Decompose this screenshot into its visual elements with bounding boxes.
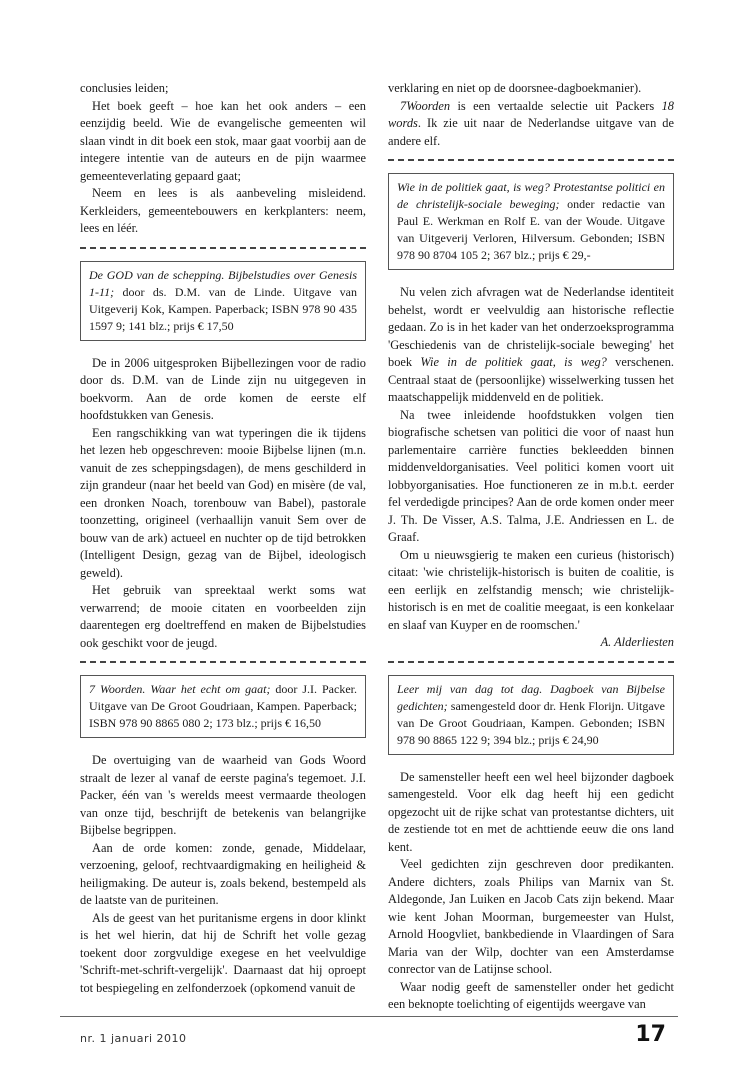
- page-number: 17: [635, 1022, 666, 1047]
- paragraph: Waar nodig geeft de samensteller onder het gedicht een beknopte toelichting of eigentijds weergave van: [388, 979, 674, 1011]
- paragraph: De in 2006 uitgesproken Bijbellezingen voor de radio door ds. D.M. van de Linde zijn nu uitgegeven in boekvorm. Aan de orde komen de eerste elf hoofdstukken van Genesis.: [80, 355, 366, 422]
- paragraph: verklaring en niet op de doorsnee-dagboekmanier).: [388, 81, 642, 95]
- dashed-divider: [80, 661, 366, 663]
- left-column: [80, 80, 366, 997]
- book-info-box: [388, 173, 674, 270]
- book-details: door ds. D.M. van de Linde. Uitgave van Uitgeverij Kok, Kampen. Paperback; ISBN 978 90 435 1597 9; 141 blz.; prijs € 17,50: [89, 284, 357, 333]
- book-info-box: [80, 261, 366, 341]
- text-span: verschenen. Centraal staat de (persoonlijke) wisselwerking tussen het maatschappelijk middenveld en de politiek.: [388, 355, 675, 404]
- inline-title: Wie in de politiek gaat, is weg?: [420, 355, 607, 369]
- paragraph: conclusies leiden;: [80, 81, 169, 95]
- inline-title: 7Woorden: [400, 98, 451, 113]
- book-details: door J.I. Packer. Uitgave van De Groot Goudriaan, Kampen. Paperback; ISBN 978 90 8865 080 2; 173 blz.; prijs € 16,50: [89, 682, 357, 730]
- text-span: Nu velen zich afvragen wat de Nederlandse identiteit behelst, wordt er veelvuldig aan historische reflectie gedaan. Zo is in het kader van het onderzoeksprogramma 'Geschiedenis van de christelijk-sociale beweging' het boek: [388, 285, 674, 369]
- paragraph: Het gebruik van spreektaal werkt soms wat verwarrend; de mooie citaten en voorbeelden zijn daarentegen erg doeltreffend en maken de Bijbelstudies ook geschikt voor de jeugd.: [80, 583, 366, 650]
- paragraph: Het boek geeft – hoe kan het ook anders – een eenzijdig beeld. Wie de evangelische gemeenten wil slaan vindt in dit boek een stok, maar gaat voorbij aan de integere intentie van de auteurs en de pijn waarmee gemeenteverlating gepaard gaat;: [80, 98, 366, 183]
- author-signature: A. Alderliesten: [600, 635, 674, 649]
- paragraph: Als de geest van het puritanisme ergens in door klinkt is het wel hierin, dat hij de Schrift het volle gezag toekent door zorgvuldige exegese en het veelvuldige 'Schrift-met-schrift-vergelijk'. Daarnaast dat hij oproept tot bespiegeling en zelfonderzoek (opkomend vanuit de: [80, 910, 366, 995]
- dashed-divider: [80, 247, 366, 249]
- paragraph: Aan de orde komen: zonde, genade, Middelaar, verzoening, geloof, rechtvaardigmaking en heiligheid & heiligmaking. De auteur is, zoals bekend, bestempeld als de laatste van de puriteinen.: [80, 840, 366, 907]
- right-column: [388, 80, 674, 1014]
- book-title: Wie in de politiek gaat, is weg? Protestantse politici en de christelijk-sociale beweging;: [397, 180, 665, 211]
- paragraph: Neem en lees is als aanbeveling misleidend. Kerkleiders, gemeentebouwers en kerkplanters: neem, lees en léér.: [80, 186, 366, 235]
- book-details: onder redactie van Paul E. Werkman en Rolf E. van der Woude. Uitgave van Uitgeverij Verloren, Hilversum. Gebonden; ISBN 978 90 8704 105 2; 367 blz.; prijs € 29,-: [397, 197, 665, 262]
- paragraph: [388, 98, 674, 151]
- inline-title: 18 words: [388, 98, 674, 130]
- book-info-box: [388, 675, 674, 755]
- book-details: samengesteld door dr. Henk Florijn. Uitgave van De Groot Goudriaan, Kampen. Gebonden; ISBN 978 90 8865 122 9; 394 blz.; prijs € 24,90: [397, 698, 665, 747]
- paragraph: [388, 284, 674, 407]
- paragraph: Een rangschikking van wat typeringen die ik tijdens het lezen heb opgeschreven: mooie Bijbelse lijnen (m.n. vanuit de zes scheppingsdagen), de mens geschilderd in zijn grandeur (naar het beeld van God) en misère (de val, een dronken Noach, torenbouw van Babel), pastorale toonzetting, origineel (verhaallijn vanuit Sem over de bouw van de ark) actueel en nuchter op de tijd betrokken (Intelligent Design, gezag van de Bijbel, ideologisch geweld).: [80, 425, 366, 580]
- book-title: Leer mij van dag tot dag. Dagboek van Bijbelse gedichten;: [397, 681, 665, 713]
- book-title: 7 Woorden. Waar het echt om gaat;: [89, 682, 271, 696]
- issue-label: nr. 1 januari 2010: [80, 1032, 187, 1045]
- text-span: is een vertaalde selectie uit Packers: [450, 98, 662, 113]
- paragraph: De samensteller heeft een wel heel bijzonder dagboek samengesteld. Voor elk dag heeft hij een gedicht opgezocht uit de rijke schat van protestantse dichters, uit de zestiende tot en met de achttiende eeuw die ons land kent.: [388, 769, 674, 854]
- paragraph: Veel gedichten zijn geschreven door predikanten. Andere dichters, zoals Philips van Marnix van St. Aldegonde, Jan Luiken en Jacob Cats zijn bekend. Maar wie kent Johan Moorman, burgemeester van Hulst, Arnold Hoogvliet, bankbediende in Vlaardingen of Sara Maria van der Wilp, dochter van een Amsterdamse conrector van de Latijnse school.: [388, 857, 674, 976]
- book-info-box: [80, 675, 366, 738]
- paragraph: De overtuiging van de waarheid van Gods Woord straalt de lezer al vanaf de eerste pagina's tegemoet. J.I. Packer, één van 's werelds meest vermaarde theologen van onze tijd, beschrijft de betekenis van belangrijke Bijbelse begrippen.: [80, 753, 366, 837]
- book-title: De GOD van de schepping. Bijbelstudies over Genesis 1-11;: [89, 267, 357, 299]
- paragraph: Na twee inleidende hoofdstukken volgen tien biografische schetsen van politici die voor of naast hun parlementaire carrière functies bekleedden binnen middenveldorganisaties. Veel politici komen voort uit lobbyorganisaties. Hoe functioneren ze in m.b.t. eerder fel verdedigde principes? Aan de orde komen onder meer J. Th. De Visser, A.S. Talma, J.E. Andriessen en L. de Graaf.: [388, 407, 674, 544]
- text-span: . Ik zie uit naar de Nederlandse uitgave van de andere elf.: [388, 116, 674, 148]
- dashed-divider: [388, 661, 674, 663]
- dashed-divider: [388, 159, 674, 161]
- paragraph: Om u nieuwsgierig te maken een curieus (historisch) citaat: 'wie christelijk-historisch is buiten de coalitie, is een eerlijk en zelfstandig mensch; wie christelijk-historisch is en met de coalitie meegaat, is een konkelaar en slaaf van Kuyper en de roomschen.': [388, 547, 674, 632]
- footer-rule: [60, 1016, 678, 1017]
